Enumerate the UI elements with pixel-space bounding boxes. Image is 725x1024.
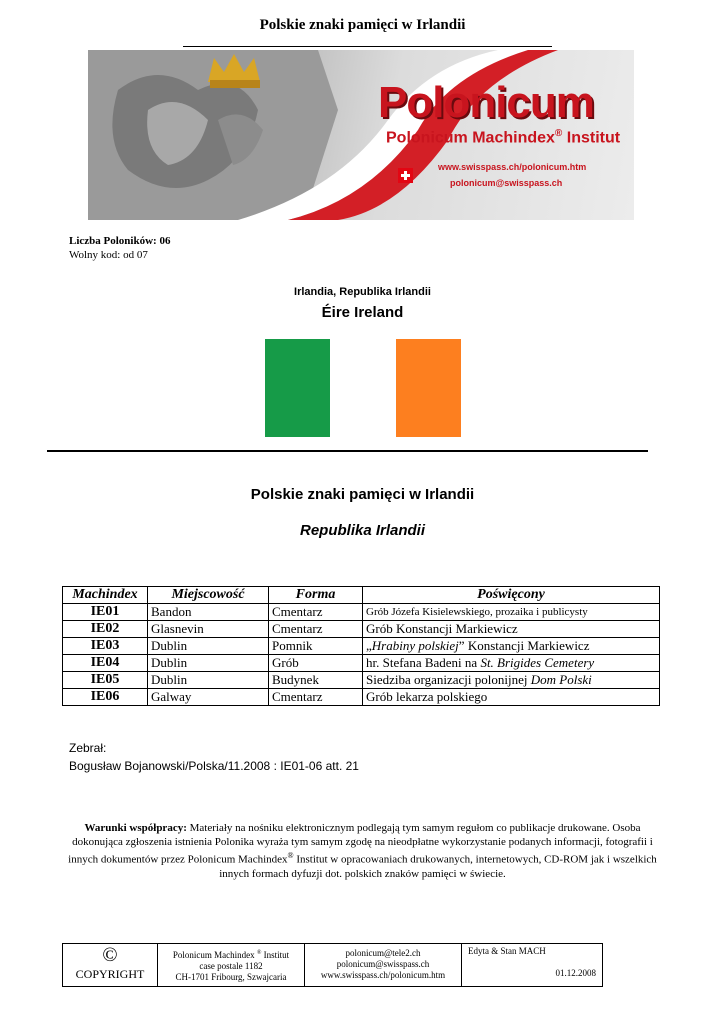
table-header-row (63, 587, 660, 604)
place-cell: Glasnevin (148, 621, 269, 638)
table-row (63, 655, 660, 672)
contact-cell (305, 944, 462, 987)
authors: Edyta & Stan MACH (468, 946, 546, 956)
authors-cell (462, 944, 603, 987)
place-cell: Dublin (148, 672, 269, 689)
dedicated-italic: Dom Polski (530, 672, 592, 687)
registered-mark: ® (256, 950, 262, 956)
dedicated-cell: Grób lekarza polskiego (363, 689, 660, 706)
terms-text-2: Institut w opracowaniach drukowanych, internetowych, CD-ROM jak i wszelkich innych formach dyfuzji dot. polskich znaków pamięci w świecie. (219, 853, 657, 880)
institute-cell (158, 944, 305, 987)
dedicated-cell (363, 655, 660, 672)
banner-url[interactable]: www.swisspass.ch/polonicum.htm (438, 162, 587, 172)
institute-suffix: Institut (261, 950, 290, 960)
institute-name: Polonicum Machindex (172, 950, 257, 960)
dedicated-cell: Grób Konstancji Markiewicz (363, 621, 660, 638)
dedicated-pre: „ (366, 638, 372, 653)
column-header: Miejscowość (148, 587, 269, 604)
form-cell: Pomnik (269, 638, 363, 655)
polonika-table (62, 586, 660, 706)
dedicated-italic: Hrabiny polskiej (371, 638, 459, 653)
country-line: Irlandia, Republika Irlandii (294, 286, 431, 298)
free-code: Wolny kod: od 07 (69, 249, 148, 261)
dedicated-cell (363, 672, 660, 689)
dedicated-italic: St. Brigides Cemetery (480, 655, 595, 670)
footer-table (62, 943, 603, 987)
table-row (63, 672, 660, 689)
registered-mark: ® (554, 128, 563, 139)
country-name: Éire Ireland (321, 304, 404, 321)
contact-website[interactable]: www.swisspass.ch/polonicum.htm (320, 970, 446, 980)
machindex-code: IE03 (63, 638, 148, 655)
terms-of-cooperation (62, 821, 663, 881)
contact-email-2[interactable]: polonicum@swisspass.ch (336, 959, 430, 969)
machindex-code: IE01 (63, 604, 148, 621)
machindex-code: IE05 (63, 672, 148, 689)
place-cell: Dublin (148, 638, 269, 655)
form-cell: Cmentarz (269, 604, 363, 621)
dedicated-post: ” Konstancji Markiewicz (458, 638, 590, 653)
column-header: Poświęcony (363, 587, 660, 604)
copyright-label: COPYRIGHT (75, 967, 145, 981)
banner-email[interactable]: polonicum@swisspass.ch (450, 178, 563, 188)
banner-title: Polonicum (378, 78, 594, 127)
table-row (63, 621, 660, 638)
dedicated-pre: Siedziba organizacji polonijnej (366, 672, 531, 687)
institute-line-1 (158, 948, 304, 961)
polonika-count: Liczba Poloników: 06 (69, 235, 171, 247)
form-cell: Budynek (269, 672, 363, 689)
terms-heading: Warunki współpracy: (84, 822, 187, 834)
machindex-code: IE06 (63, 689, 148, 706)
header-rule (183, 46, 552, 47)
form-cell: Cmentarz (269, 689, 363, 706)
place-cell: Galway (148, 689, 269, 706)
section-subtitle: Republika Irlandii (299, 522, 426, 539)
swiss-flag-icon (398, 168, 413, 183)
place-cell: Dublin (148, 655, 269, 672)
copyright-cell (63, 944, 158, 987)
banner-subtitle-text: Polonicum Machindex (386, 129, 555, 147)
polonicum-banner (88, 50, 634, 220)
collected-text: Bogusław Bojanowski/Polska/11.2008 : IE01-06 att. 21 (69, 759, 359, 773)
flag-green-stripe (265, 339, 330, 437)
terms-text-1: Materiały na nośniku elektronicznym podlegają tym samym regułom co publikacje drukowane. Osoba dokonująca zgłoszenia istnienia Polonika wyraża tym samym zgodę na nieodpłatne wykorzystanie podanych informacji, fotografii i innych dokumentów przez Polonicum Machindex (68, 822, 653, 866)
header-title: Polskie znaki pamięci w Irlandii (259, 17, 466, 33)
copyright-icon: © (102, 944, 118, 966)
machindex-code: IE04 (63, 655, 148, 672)
column-header: Machindex (63, 587, 148, 604)
machindex-code: IE02 (63, 621, 148, 638)
institute-line-3: CH-1701 Fribourg, Szwajcaria (175, 972, 287, 982)
banner-subtitle (386, 128, 620, 147)
registered-mark: ® (287, 851, 294, 860)
place-cell: Bandon (148, 604, 269, 621)
dedicated-pre: hr. Stefana Badeni na (366, 655, 481, 670)
collected-label: Zebrał: (69, 741, 107, 755)
table-row (63, 689, 660, 706)
dedicated-cell: Grób Józefa Kisielewskiego, prozaika i publicysty (363, 604, 660, 621)
section-title: Polskie znaki pamięci w Irlandii (250, 486, 475, 503)
column-header: Forma (269, 587, 363, 604)
form-cell: Grób (269, 655, 363, 672)
section-divider (47, 450, 648, 452)
table-row (63, 638, 660, 655)
table-row (63, 604, 660, 621)
dedicated-cell (363, 638, 660, 655)
footer-date: 01.12.2008 (555, 968, 596, 978)
banner-subtitle-suffix: Institut (566, 129, 621, 147)
flag-orange-stripe (396, 339, 461, 437)
contact-email-1[interactable]: polonicum@tele2.ch (345, 948, 421, 958)
form-cell: Cmentarz (269, 621, 363, 638)
institute-line-2: case postale 1182 (199, 961, 263, 971)
